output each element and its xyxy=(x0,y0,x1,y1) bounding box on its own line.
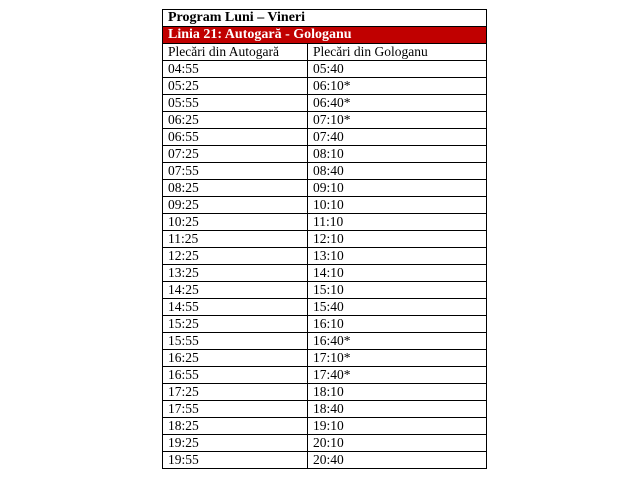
table-row xyxy=(163,78,487,95)
departure-gologanu-cell: 20:10 xyxy=(308,435,487,452)
departure-gologanu-cell: 20:40 xyxy=(308,452,487,469)
departure-autogara-cell: 18:25 xyxy=(163,418,308,435)
departure-autogara-cell: 04:55 xyxy=(163,61,308,78)
departure-gologanu-cell: 12:10 xyxy=(308,231,487,248)
column-header-gologanu: Plecări din Gologanu xyxy=(308,44,487,61)
table-row xyxy=(163,316,487,333)
table-row xyxy=(163,163,487,180)
departure-autogara-cell: 16:55 xyxy=(163,367,308,384)
departure-autogara-cell: 17:25 xyxy=(163,384,308,401)
table-row xyxy=(163,282,487,299)
column-header-autogara: Plecări din Autogară xyxy=(163,44,308,61)
table-row xyxy=(163,367,487,384)
departure-autogara-cell: 15:55 xyxy=(163,333,308,350)
departure-autogara-cell: 05:55 xyxy=(163,95,308,112)
departure-autogara-cell: 13:25 xyxy=(163,265,308,282)
departure-autogara-cell: 14:55 xyxy=(163,299,308,316)
departure-gologanu-cell: 06:10* xyxy=(308,78,487,95)
program-title-row xyxy=(163,10,487,27)
departure-gologanu-cell: 17:10* xyxy=(308,350,487,367)
table-row xyxy=(163,299,487,316)
table-row xyxy=(163,197,487,214)
table-row xyxy=(163,95,487,112)
departure-autogara-cell: 14:25 xyxy=(163,282,308,299)
table-row xyxy=(163,248,487,265)
departure-gologanu-cell: 07:10* xyxy=(308,112,487,129)
departure-gologanu-cell: 16:40* xyxy=(308,333,487,350)
line-title: Linia 21: Autogară - Gologanu xyxy=(163,27,487,44)
column-header-row xyxy=(163,44,487,61)
table-row xyxy=(163,146,487,163)
departure-gologanu-cell: 08:10 xyxy=(308,146,487,163)
departure-gologanu-cell: 15:10 xyxy=(308,282,487,299)
departure-autogara-cell: 08:25 xyxy=(163,180,308,197)
departure-autogara-cell: 16:25 xyxy=(163,350,308,367)
departure-autogara-cell: 17:55 xyxy=(163,401,308,418)
departure-autogara-cell: 10:25 xyxy=(163,214,308,231)
table-row xyxy=(163,61,487,78)
departure-gologanu-cell: 19:10 xyxy=(308,418,487,435)
table-row xyxy=(163,435,487,452)
departure-gologanu-cell: 18:40 xyxy=(308,401,487,418)
bus-timetable xyxy=(162,9,487,469)
departure-gologanu-cell: 10:10 xyxy=(308,197,487,214)
departure-autogara-cell: 06:25 xyxy=(163,112,308,129)
table-row xyxy=(163,452,487,469)
departure-gologanu-cell: 17:40* xyxy=(308,367,487,384)
program-title: Program Luni – Vineri xyxy=(163,10,487,27)
departure-gologanu-cell: 09:10 xyxy=(308,180,487,197)
table-row xyxy=(163,401,487,418)
departure-gologanu-cell: 13:10 xyxy=(308,248,487,265)
timetable-body xyxy=(163,10,487,469)
table-row xyxy=(163,384,487,401)
departure-gologanu-cell: 08:40 xyxy=(308,163,487,180)
table-row xyxy=(163,112,487,129)
departure-gologanu-cell: 05:40 xyxy=(308,61,487,78)
table-row xyxy=(163,129,487,146)
departure-autogara-cell: 09:25 xyxy=(163,197,308,214)
departure-autogara-cell: 19:25 xyxy=(163,435,308,452)
departure-autogara-cell: 11:25 xyxy=(163,231,308,248)
table-row xyxy=(163,350,487,367)
departure-autogara-cell: 19:55 xyxy=(163,452,308,469)
departure-gologanu-cell: 07:40 xyxy=(308,129,487,146)
table-row xyxy=(163,214,487,231)
departure-autogara-cell: 15:25 xyxy=(163,316,308,333)
departure-gologanu-cell: 16:10 xyxy=(308,316,487,333)
table-row xyxy=(163,180,487,197)
departure-autogara-cell: 05:25 xyxy=(163,78,308,95)
departure-gologanu-cell: 15:40 xyxy=(308,299,487,316)
table-row xyxy=(163,265,487,282)
departure-autogara-cell: 06:55 xyxy=(163,129,308,146)
line-title-row xyxy=(163,27,487,44)
departure-gologanu-cell: 06:40* xyxy=(308,95,487,112)
table-row xyxy=(163,333,487,350)
departure-autogara-cell: 12:25 xyxy=(163,248,308,265)
departure-gologanu-cell: 18:10 xyxy=(308,384,487,401)
departure-gologanu-cell: 11:10 xyxy=(308,214,487,231)
table-row xyxy=(163,418,487,435)
table-row xyxy=(163,231,487,248)
departure-gologanu-cell: 14:10 xyxy=(308,265,487,282)
departure-autogara-cell: 07:25 xyxy=(163,146,308,163)
departure-autogara-cell: 07:55 xyxy=(163,163,308,180)
